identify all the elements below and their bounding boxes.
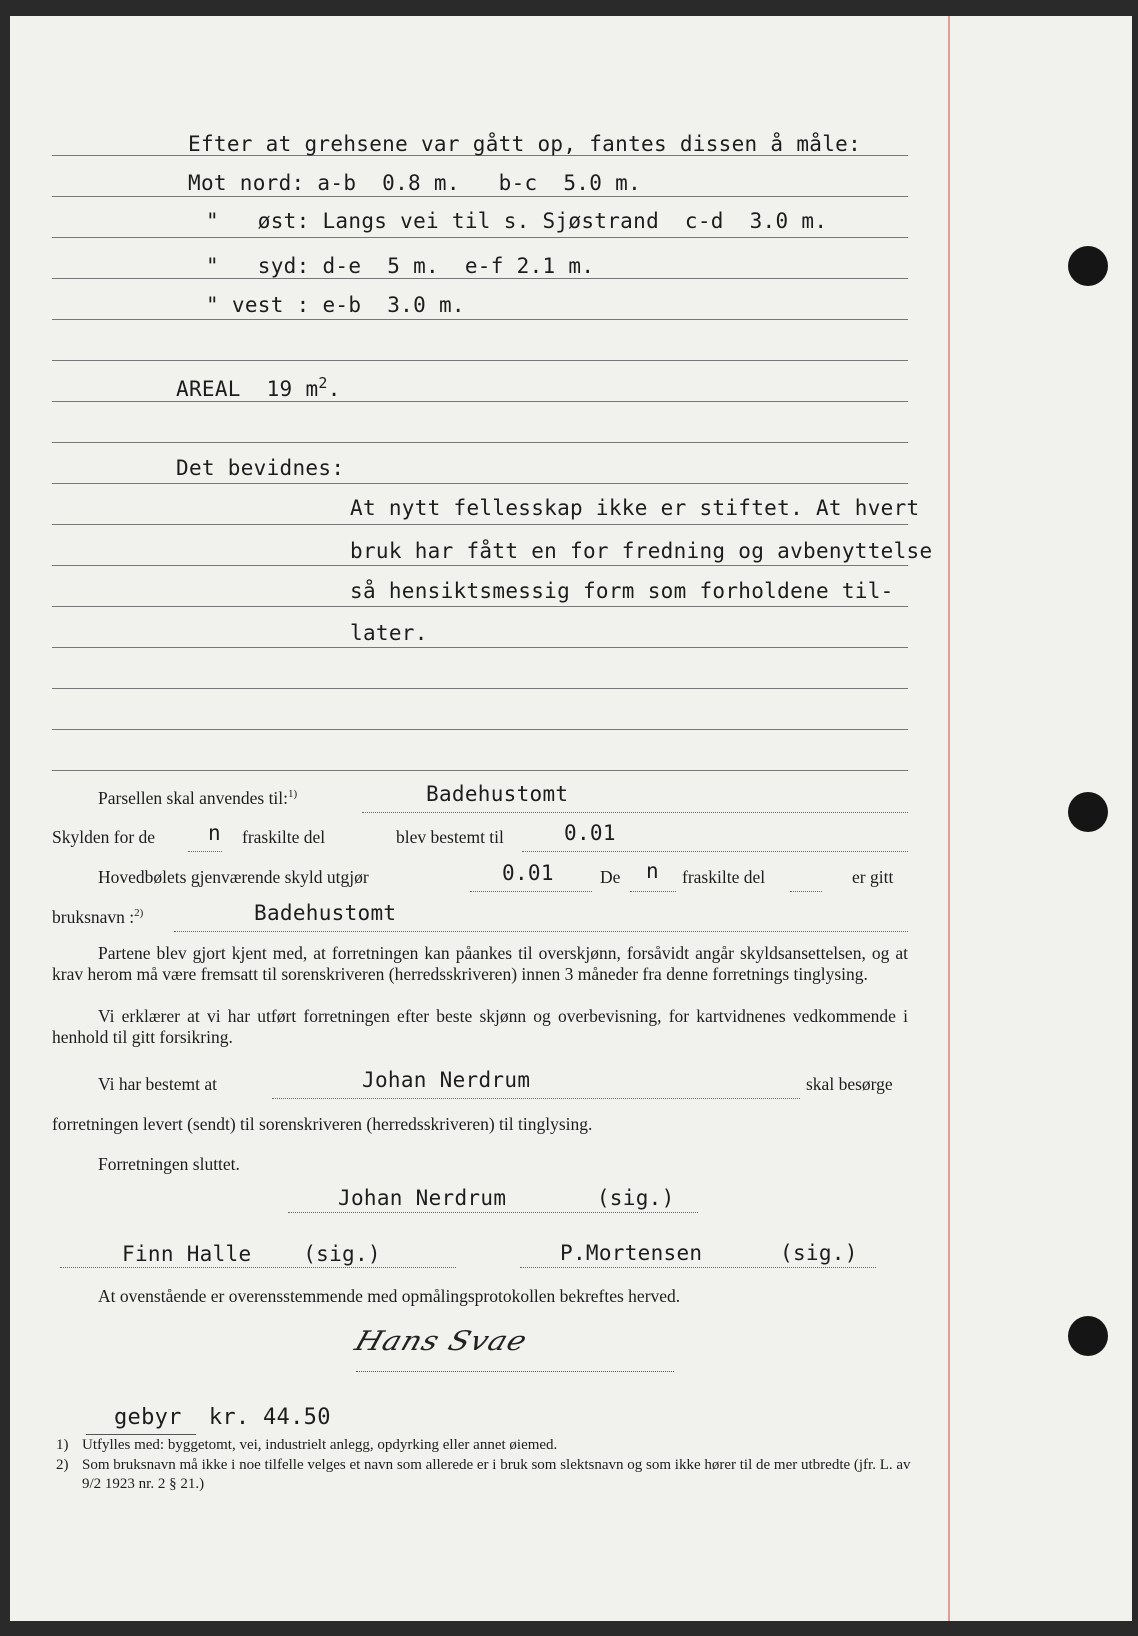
- margin-line: [948, 16, 950, 1621]
- skyld-n: n: [208, 821, 221, 845]
- measurements-intro: Efter at grehsene var gått op, fantes dissen å måle:: [188, 132, 862, 156]
- punch-hole: [1068, 246, 1108, 286]
- ruled-line: [52, 196, 908, 197]
- ruled-line: [52, 483, 908, 484]
- skyld-label-fraskilte: fraskilte del: [242, 827, 326, 847]
- footnote-1: 1) Utfylles med: byggetomt, vei, industrielt anlegg, opdyrking eller annet øiemed.: [56, 1437, 558, 1453]
- ruled-line: [52, 524, 908, 525]
- de-label: De: [600, 867, 621, 887]
- area-label: AREAL: [176, 377, 241, 401]
- skyld-label-bestemt: blev bestemt til: [396, 827, 504, 847]
- certification-line: later.: [350, 621, 428, 645]
- signature-mortensen: P.Mortensen (sig.): [560, 1241, 858, 1265]
- measurement-west: " vest : e-b 3.0 m.: [206, 293, 465, 317]
- fraskilte-label: fraskilte del: [682, 867, 766, 887]
- fill-dots: [188, 850, 222, 852]
- fee-label: gebyr: [114, 1405, 182, 1430]
- fill-dots: [630, 890, 676, 892]
- skyld-label: Skylden for de: [52, 827, 156, 847]
- appeal-paragraph: Partene blev gjort kjent med, at forretningen kan påankes til overskjønn, forsåvidt angår skyldsansettelsen, og at krav herom må være fremsatt til sorenskriveren (herredsskriveren) innen 3 måneder fra denne forretnings tinglysing.: [52, 943, 908, 984]
- bruksnavn-value: Badehustomt: [254, 901, 397, 925]
- ruled-line: [52, 278, 908, 279]
- handwritten-signature: Hans Svae: [356, 1316, 676, 1376]
- ruled-line: [52, 647, 908, 648]
- declaration-paragraph: Vi erklærer at vi har utført forretningen efter beste skjønn og overbevisning, for kartvidnenes vedkommende i henhold til gitt forsikring.: [52, 1006, 908, 1047]
- signature-line: [60, 1266, 456, 1268]
- fill-dots: [522, 850, 908, 852]
- fee-line: [114, 1405, 331, 1430]
- ruled-line: [52, 688, 908, 689]
- footnote-ref-2: 2): [134, 907, 144, 920]
- certification-line: At nytt fellesskap ikke er stiftet. At hvert: [350, 496, 920, 520]
- signature-line: [520, 1266, 876, 1268]
- fill-dots: [790, 890, 822, 892]
- ruled-line: [52, 606, 908, 607]
- ruled-line: [52, 565, 908, 566]
- sluttet-text: Forretningen sluttet.: [98, 1154, 240, 1174]
- ruled-line: [52, 237, 908, 238]
- certification-line: bruk har fått en for fredning og avbenyttelse: [350, 539, 933, 563]
- ruled-line: [52, 319, 908, 320]
- signature-halle: Finn Halle (sig.): [122, 1242, 381, 1266]
- document-page: [10, 16, 1132, 1621]
- ruled-line: [52, 442, 908, 443]
- gitt-label: er gitt: [852, 867, 894, 887]
- ruled-line: [52, 360, 908, 361]
- ruled-line: [52, 729, 908, 730]
- ruled-line: [52, 401, 908, 402]
- fill-dots: [362, 811, 908, 813]
- confirmation-text: At ovenstående er overensstemmende med opmålingsprotokollen bekreftes herved.: [98, 1286, 681, 1306]
- signature-line: [288, 1211, 698, 1213]
- besorge-label: skal besørge: [806, 1074, 893, 1094]
- fill-dots: [470, 890, 592, 892]
- skyld-value: 0.01: [564, 821, 616, 845]
- bestemt-value: Johan Nerdrum: [362, 1068, 531, 1092]
- area-value: 19 m: [266, 377, 319, 401]
- punch-hole: [1068, 1316, 1108, 1356]
- fill-dots: [174, 930, 908, 932]
- punch-hole: [1068, 792, 1108, 832]
- fee-value: kr. 44.50: [208, 1405, 331, 1430]
- measurement-north: Mot nord: a-b 0.8 m. b-c 5.0 m.: [188, 171, 642, 195]
- signature-nerdrum: Johan Nerdrum (sig.): [338, 1186, 675, 1210]
- bruksnavn-label: bruksnavn :$^{2)}$: [52, 907, 144, 927]
- footnote-ref-1: 1): [288, 788, 298, 801]
- area-line: [176, 374, 341, 401]
- bestemt-label: Vi har bestemt at: [98, 1074, 217, 1094]
- footnote-2: 2) Som bruksnavn må ikke i noe tilfelle velges et navn som allerede er i bruk som slektsnavn og som ikke hører til de mer utbredte (jfr. L. av 9/2 1923 nr. 2 § 21.): [56, 1457, 911, 1492]
- area-exponent: 2: [318, 374, 328, 392]
- de-n: n: [646, 859, 659, 883]
- hoved-value: 0.01: [502, 861, 554, 885]
- levert-text: forretningen levert (sendt) til sorenskriveren (herredsskriveren) til tinglysing.: [52, 1114, 593, 1134]
- fill-dots: [272, 1097, 800, 1099]
- certification-line: så hensiktsmessig form som forholdene til-: [350, 579, 894, 603]
- fee-underline: [86, 1434, 196, 1435]
- area-suffix: .: [327, 377, 341, 401]
- parcel-value: Badehustomt: [426, 782, 569, 806]
- parcel-label: Parsellen skal anvendes til:$^{1)}$: [98, 788, 298, 808]
- certification-heading: Det bevidnes:: [176, 456, 345, 480]
- ruled-line: [52, 770, 908, 771]
- measurement-south: " syd: d-e 5 m. e-f 2.1 m.: [206, 254, 595, 278]
- measurement-east: " øst: Langs vei til s. Sjøstrand c-d 3.0 m.: [206, 209, 828, 233]
- hoved-label: Hovedbølets gjenværende skyld utgjør: [98, 867, 369, 887]
